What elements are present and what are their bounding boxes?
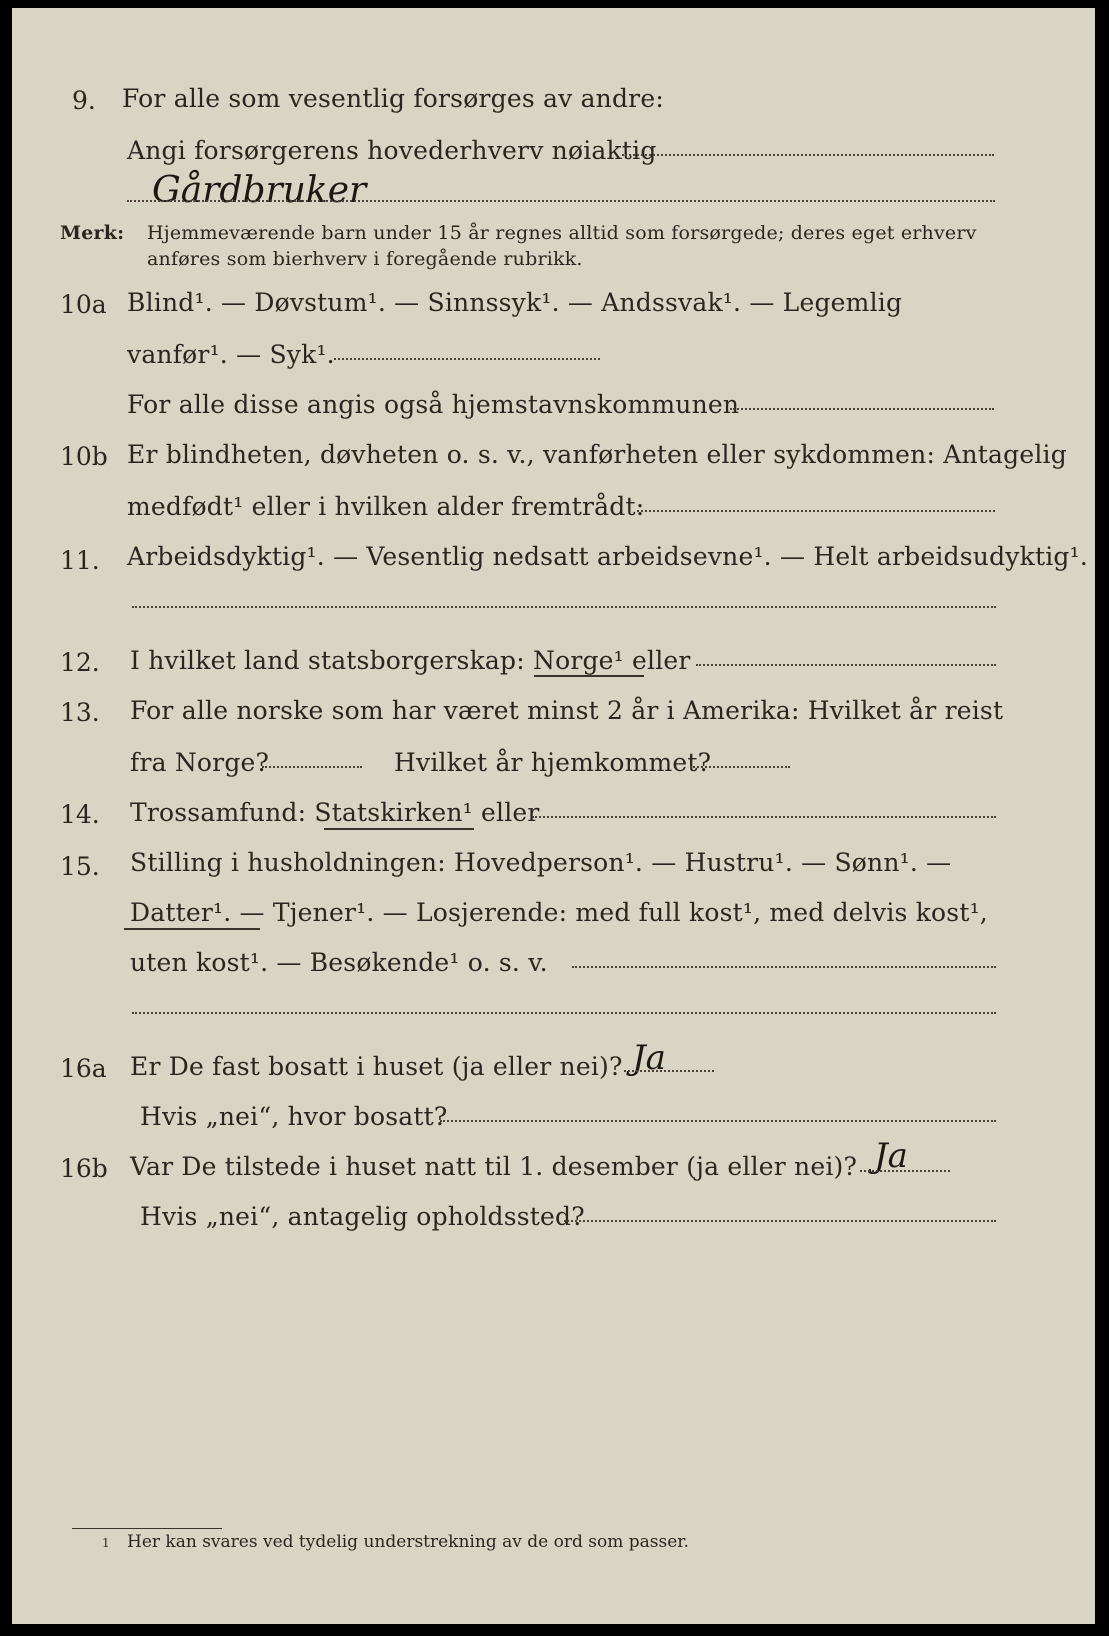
q12-fill: [696, 664, 996, 666]
q16a-number: 16a: [60, 1054, 107, 1083]
q10a-line3: For alle disse angis også hjemstavnskommunen: [127, 390, 740, 419]
footnote-marker: 1: [102, 1536, 110, 1550]
q15-line1: Stilling i husholdningen: Hovedperson¹. — Hustru¹. — Sønn¹. —: [130, 848, 952, 877]
q16a-fill: [624, 1070, 714, 1072]
q10a-number: 10a: [60, 290, 107, 319]
q12-line1: I hvilket land statsborgerskap: Norge¹ eller: [130, 646, 691, 675]
q14-number: 14.: [60, 800, 100, 829]
q10b-line2-fill: [637, 510, 995, 512]
q12-norge-underline: [534, 675, 644, 677]
q16a-handwritten-answer: Ja: [632, 1038, 666, 1078]
census-form-page: [12, 8, 1095, 1624]
q11-number: 11.: [60, 546, 100, 575]
q10a-line3-fill: [730, 408, 994, 410]
q16b-handwritten-answer: Ja: [874, 1136, 908, 1176]
q9-handwritten-answer: Gårdbruker: [152, 170, 367, 211]
q13-number: 13.: [60, 698, 100, 727]
footnote-text: Her kan svares ved tydelig understrekning av de ord som passer.: [127, 1532, 689, 1552]
q13-hjemkommet-fill: [690, 766, 790, 768]
q16b-number: 16b: [60, 1154, 108, 1183]
q16b-line1: Var De tilstede i huset natt til 1. desember (ja eller nei)?: [130, 1152, 858, 1181]
q16a-line1: Er De fast bosatt i huset (ja eller nei)?: [130, 1052, 623, 1081]
q9-prompt-line: [622, 154, 994, 156]
q14-statskirken-underline: [324, 828, 474, 830]
q12-number: 12.: [60, 648, 100, 677]
q16b-line2: Hvis „nei“, antagelig opholdssted?: [140, 1202, 585, 1231]
q14-fill: [532, 816, 996, 818]
q15-number: 15.: [60, 852, 100, 881]
q16b-line2-fill: [564, 1220, 996, 1222]
q10b-number: 10b: [60, 442, 108, 471]
q9-answer-line: [127, 200, 995, 202]
q10a-line2-fill: [334, 358, 600, 360]
q10b-line1: Er blindheten, døvheten o. s. v., vanførheten eller sykdommen: Antagelig: [127, 440, 1067, 469]
q9-prompt: Angi forsørgerens hovederhverv nøiaktig: [127, 136, 657, 165]
q16a-line2-fill: [440, 1120, 996, 1122]
q15-line3: uten kost¹. — Besøkende¹ o. s. v.: [130, 948, 548, 977]
q15-line2: Datter¹. — Tjener¹. — Losjerende: med full kost¹, med delvis kost¹,: [130, 898, 988, 927]
q9-title: For alle som vesentlig forsørges av andre:: [122, 84, 664, 113]
merk-line2: anføres som bierhverv i foregående rubrikk.: [147, 248, 583, 270]
q15-line3-fill: [572, 966, 996, 968]
q15-answer-line: [132, 1012, 996, 1014]
q14-line1: Trossamfund: Statskirken¹ eller: [130, 798, 540, 827]
q10a-line2: vanfør¹. — Syk¹.: [127, 340, 335, 369]
q11-line1: Arbeidsdyktig¹. — Vesentlig nedsatt arbeidsevne¹. — Helt arbeidsudyktig¹.: [127, 542, 1088, 571]
footnote-separator: [72, 1528, 222, 1529]
q13-line2b: Hvilket år hjemkommet?: [394, 748, 712, 777]
q15-datter-underline: [124, 928, 260, 930]
q13-line2a: fra Norge?: [130, 748, 270, 777]
q10b-line2: medfødt¹ eller i hvilken alder fremtrådt:: [127, 492, 645, 521]
merk-line1: Hjemmeværende barn under 15 år regnes alltid som forsørgede; deres eget erhverv: [147, 222, 977, 244]
q11-answer-line: [132, 606, 996, 608]
q16b-fill: [860, 1170, 950, 1172]
q9-number: 9.: [72, 86, 96, 115]
q13-line1: For alle norske som har været minst 2 år i Amerika: Hvilket år reist: [130, 696, 1004, 725]
q16a-line2: Hvis „nei“, hvor bosatt?: [140, 1102, 448, 1131]
q13-reist-fill: [262, 766, 362, 768]
q10a-line1: Blind¹. — Døvstum¹. — Sinnssyk¹. — Andssvak¹. — Legemlig: [127, 288, 903, 317]
merk-label: Merk:: [60, 222, 125, 244]
